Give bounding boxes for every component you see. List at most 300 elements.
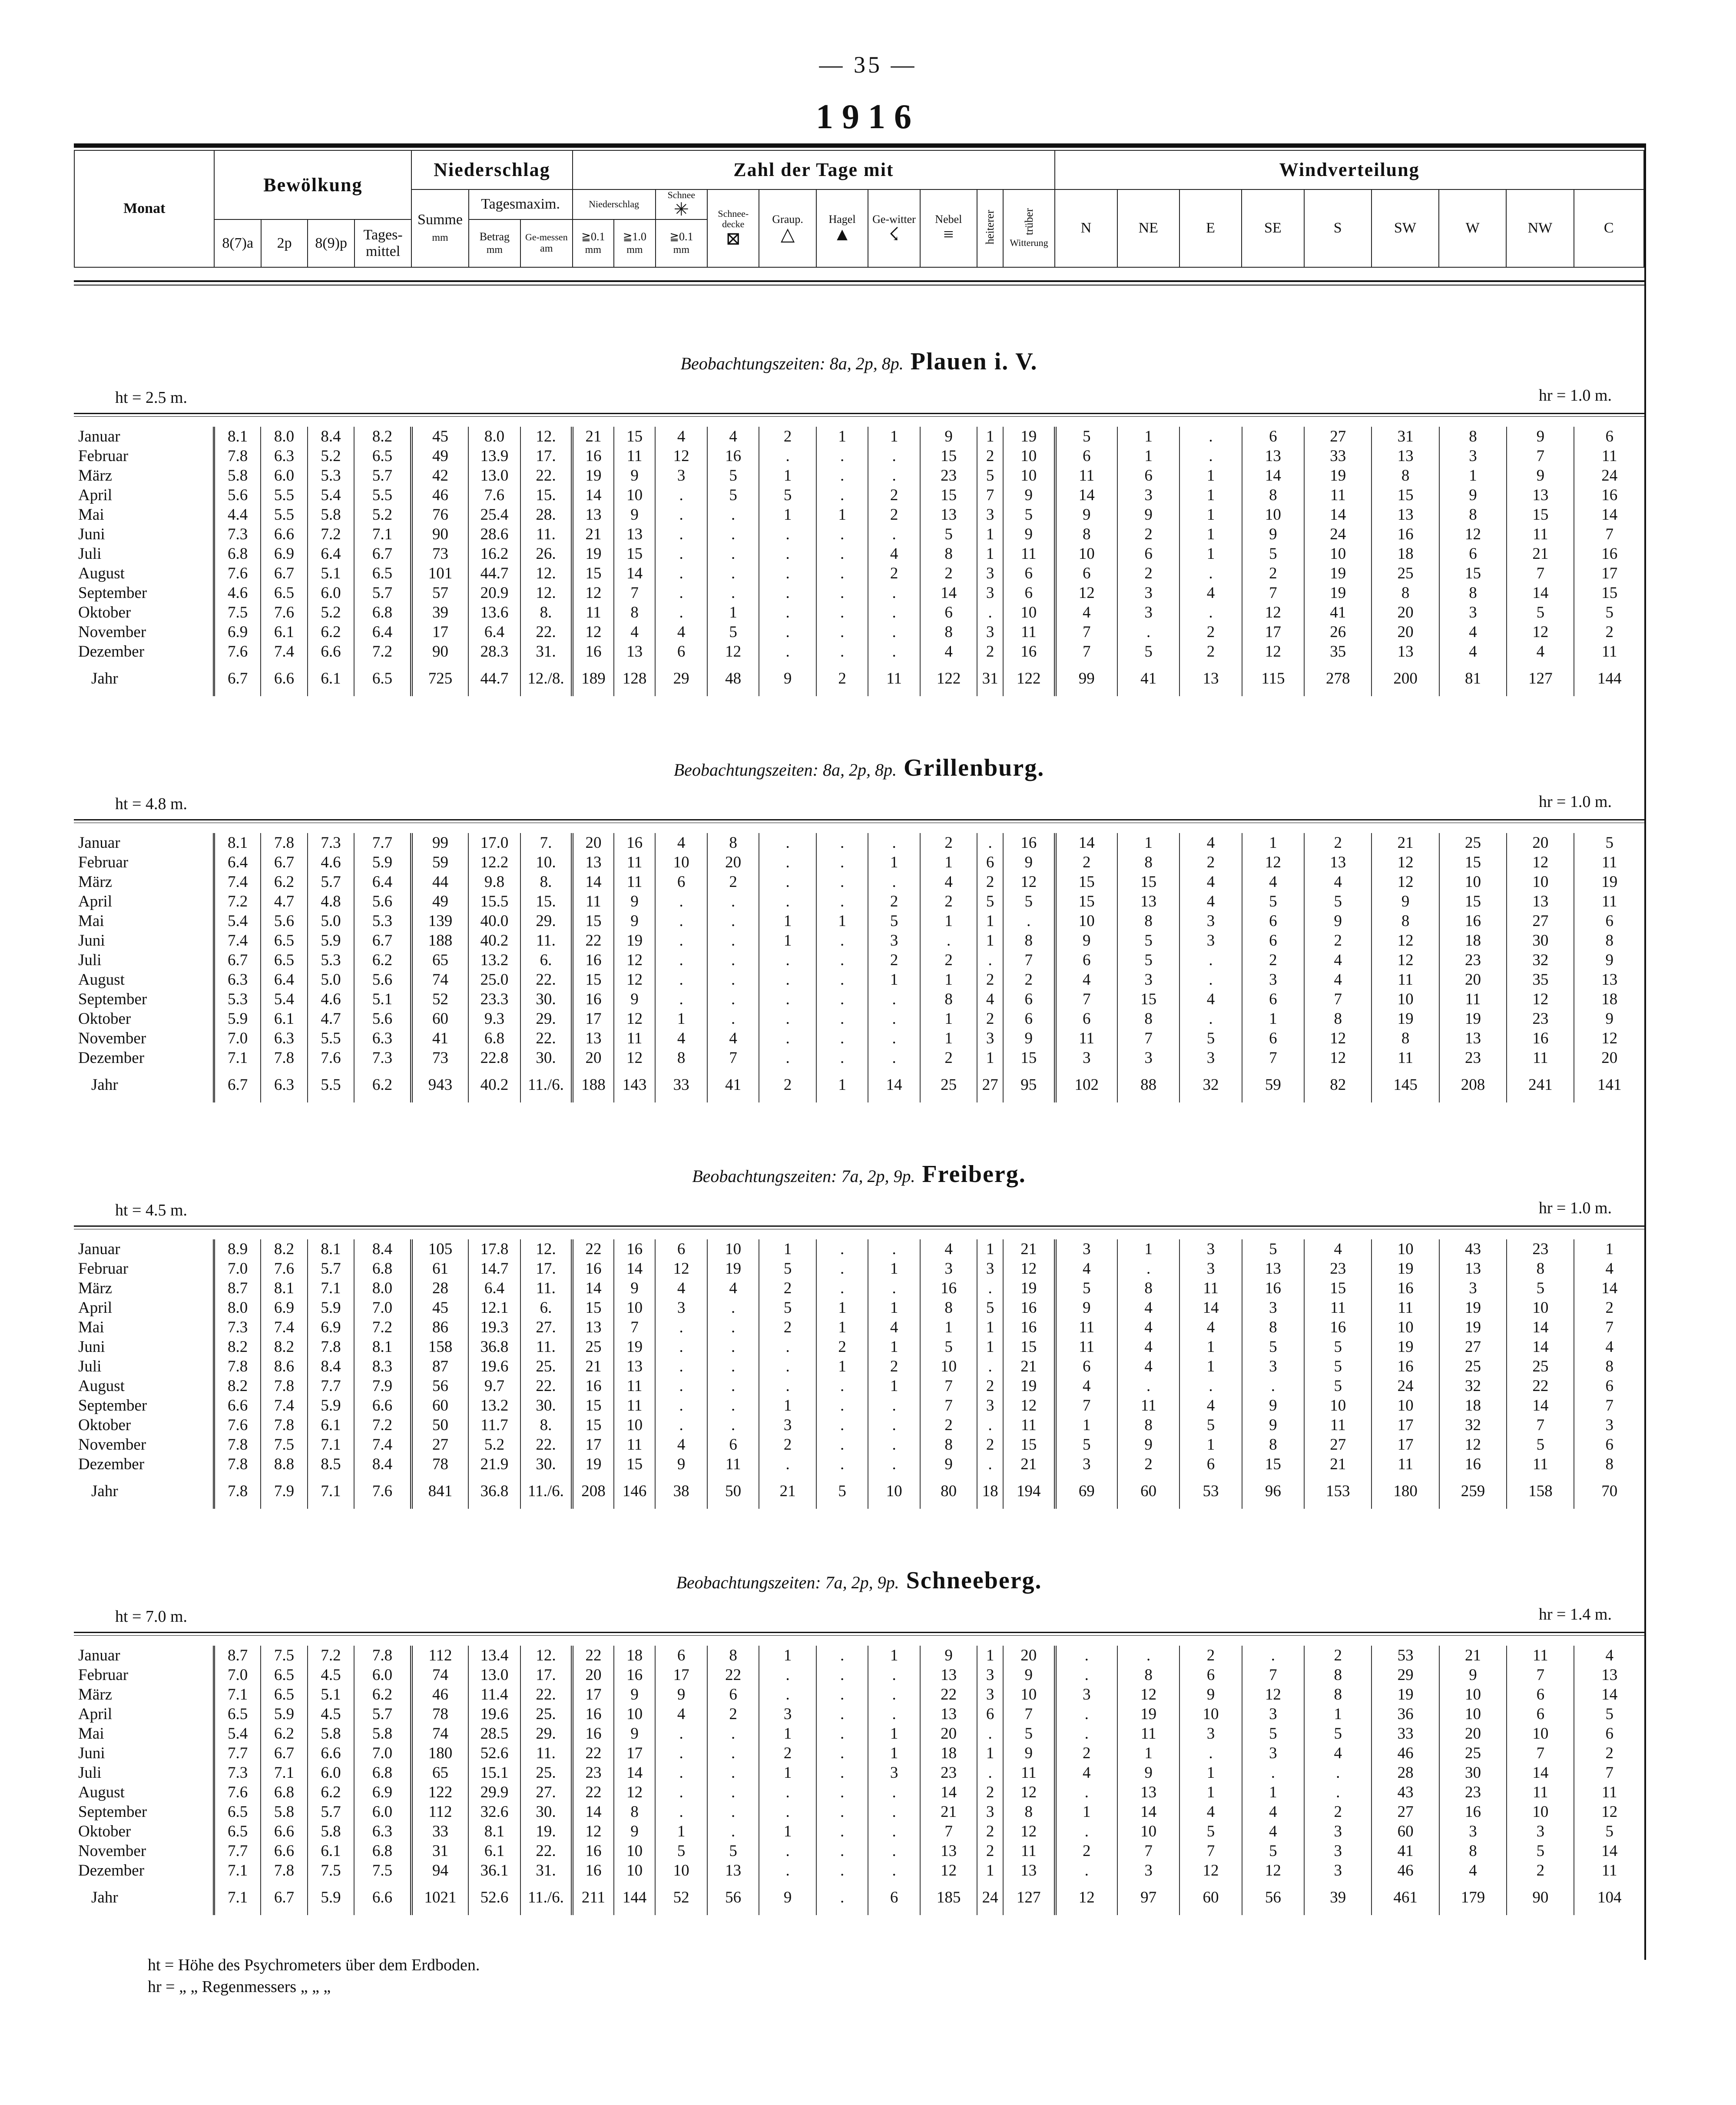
wind-s-cell: 4: [1304, 970, 1372, 989]
wind-ne-cell: 88: [1117, 1068, 1179, 1102]
bew-mittel-cell: 7.2: [354, 1318, 411, 1337]
wind-n-cell: 3: [1055, 1685, 1117, 1704]
bew-8p-cell: 5.1: [308, 564, 354, 583]
wind-e-cell: 3: [1179, 931, 1242, 950]
section-rule: [74, 1225, 1644, 1227]
gemessen-label: Ge-messen: [525, 231, 568, 242]
wind-n-cell: 7: [1055, 1396, 1117, 1415]
days-nied-01-cell: 15: [572, 1415, 614, 1435]
wind-n-cell: 12: [1055, 583, 1117, 603]
days-schnee-cell: 4: [655, 1029, 707, 1048]
bew-8p-cell: 7.8: [308, 1337, 354, 1357]
wind-ne-cell: .: [1117, 1376, 1179, 1396]
days-schneedecke-cell: 5: [707, 622, 759, 642]
wind-n-cell: 6: [1055, 1357, 1117, 1376]
days-nied-01-cell: 208: [572, 1474, 614, 1509]
wind-c-cell: 104: [1597, 1889, 1622, 1906]
bew-8a-cell: 6.5: [214, 1822, 261, 1841]
days-hagel-cell: 1: [816, 1357, 868, 1376]
bew-8p-cell: 5.4: [308, 485, 354, 505]
bew-mittel-cell: 6.0: [354, 1802, 411, 1822]
wind-se-cell: 4: [1242, 872, 1304, 892]
days-nebel-cell: 16: [920, 1278, 977, 1298]
wind-nw-cell: 14: [1507, 1396, 1574, 1415]
days-heiter-cell: .: [977, 1278, 1003, 1298]
days-gewitter-cell: .: [868, 1685, 920, 1704]
wind-ne-cell: 13: [1117, 892, 1179, 911]
bew-mittel-cell: 7.7: [354, 833, 411, 853]
bew-mittel-cell: 5.6: [354, 970, 411, 989]
days-schneedecke-cell: .: [707, 564, 759, 583]
header-hagel: [816, 189, 868, 267]
days-hagel-cell: .: [816, 1665, 868, 1685]
days-graupel-cell: .: [759, 1841, 816, 1861]
bew-2p-cell: 8.1: [261, 1278, 308, 1298]
wind-c-cell: 6: [1605, 1377, 1613, 1395]
bew-mittel-cell: 5.7: [354, 1704, 411, 1724]
wind-nw-cell: 12: [1507, 989, 1574, 1009]
days-schnee-cell: .: [655, 1337, 707, 1357]
wind-nw-cell: 158: [1507, 1474, 1574, 1509]
bew-2p-cell: 7.5: [261, 1646, 308, 1665]
wind-nw-cell: 14: [1507, 1763, 1574, 1783]
days-hagel-cell: 1: [816, 911, 868, 931]
bew-8p-cell: 7.1: [308, 1278, 354, 1298]
schnee-01-unit: mm: [673, 244, 689, 256]
wind-s-cell: 11: [1304, 485, 1372, 505]
wind-w-cell: 8: [1439, 583, 1507, 603]
days-nebel-cell: 20: [920, 1724, 977, 1743]
wind-nw-cell: 4: [1507, 642, 1574, 661]
thunderstorm-icon: ☇: [888, 224, 899, 245]
days-heiter-cell: 3: [977, 1802, 1003, 1822]
days-heiter-cell: 3: [977, 1029, 1003, 1048]
wind-ne-cell: 8: [1117, 911, 1179, 931]
wind-w-cell: 10: [1439, 872, 1507, 892]
wind-n-cell: 3: [1055, 1239, 1117, 1259]
days-trueb-cell: 6: [1003, 989, 1055, 1009]
wind-n-cell: 4: [1055, 970, 1117, 989]
days-nied-10-cell: 13: [614, 1357, 656, 1376]
bew-mittel-cell: 5.3: [354, 911, 411, 931]
days-heiter-cell: 1: [977, 1048, 1003, 1068]
wind-w-cell: 25: [1439, 1743, 1507, 1763]
days-nied-10-cell: 13: [614, 525, 656, 544]
wind-se-cell: 5: [1242, 544, 1304, 564]
table-row: [74, 446, 1644, 466]
days-graupel-cell: 5: [759, 1259, 816, 1278]
wind-w-cell: 259: [1439, 1474, 1507, 1509]
days-gewitter-cell: .: [868, 446, 920, 466]
days-nied-01-cell: 16: [572, 1376, 614, 1396]
header-zahl-der-tage: Zahl der Tage mit: [573, 150, 1055, 189]
days-nebel-cell: 2: [920, 1415, 977, 1435]
wind-w-cell: 15: [1439, 853, 1507, 872]
max-betrag-cell: 6.4: [468, 1278, 520, 1298]
wind-e-cell: 1: [1179, 1763, 1242, 1783]
trueber-label: trüber: [1022, 208, 1035, 236]
days-graupel-cell: .: [759, 1357, 816, 1376]
hagel-label: Hagel: [828, 212, 856, 226]
days-nebel-cell: 8: [920, 1298, 977, 1318]
days-hagel-cell: 1: [816, 505, 868, 525]
days-graupel-cell: 1: [759, 1724, 816, 1743]
days-schneedecke-cell: 1: [707, 603, 759, 622]
wind-se-cell: 12: [1242, 642, 1304, 661]
days-nebel-cell: 23: [920, 1763, 977, 1783]
days-heiter-cell: 3: [977, 505, 1003, 525]
days-schnee-cell: 3: [655, 1298, 707, 1318]
wind-sw-cell: 12: [1372, 872, 1439, 892]
wind-s-cell: 24: [1304, 525, 1372, 544]
wind-se-cell: 1: [1242, 1009, 1304, 1029]
nied-summe-cell: 59: [411, 853, 468, 872]
days-heiter-cell: 2: [977, 446, 1003, 466]
wind-w-cell: 23: [1439, 1783, 1507, 1802]
wind-nw-cell: 5: [1507, 1278, 1574, 1298]
bew-mittel-cell: 8.0: [354, 1278, 411, 1298]
nied-summe-cell: 73: [411, 1048, 468, 1068]
max-gemessen-cell: 8.: [520, 1415, 573, 1435]
wind-n-cell: 7: [1055, 622, 1117, 642]
bew-8a-cell: 6.9: [214, 622, 261, 642]
bew-8p-cell: 6.9: [308, 1318, 354, 1337]
wind-n-cell: 7: [1055, 642, 1117, 661]
bew-8p-cell: 6.2: [308, 622, 354, 642]
days-schneedecke-cell: 7: [707, 1048, 759, 1068]
wind-s-cell: 16: [1304, 1318, 1372, 1337]
days-graupel-cell: .: [759, 833, 816, 853]
station-name: Grillenburg.: [904, 754, 1045, 781]
days-nied-01-cell: 17: [572, 1685, 614, 1704]
wind-se-cell: 6: [1242, 1029, 1304, 1048]
days-trueb-cell: 19: [1003, 1278, 1055, 1298]
bew-8p-cell: 4.6: [308, 989, 354, 1009]
wind-se-cell: 12: [1242, 1685, 1304, 1704]
days-nied-10-cell: 15: [614, 544, 656, 564]
days-gewitter-cell: 2: [868, 892, 920, 911]
days-hagel-cell: .: [816, 564, 868, 583]
bew-8p-cell: 5.7: [308, 1259, 354, 1278]
days-heiter-cell: 2: [977, 1841, 1003, 1861]
days-nebel-cell: 6: [920, 603, 977, 622]
table-row: [74, 1763, 1644, 1783]
wind-se-cell: 3: [1242, 1357, 1304, 1376]
bew-8a-cell: 8.1: [214, 427, 261, 446]
days-nied-01-cell: 15: [572, 970, 614, 989]
days-nied-01-cell: 12: [572, 583, 614, 603]
days-nied-01-cell: 13: [572, 1029, 614, 1048]
wind-sw-cell: 19: [1372, 1685, 1439, 1704]
bew-2p-cell: 6.6: [261, 525, 308, 544]
wind-sw-cell: 20: [1372, 622, 1439, 642]
days-nied-10-cell: 8: [614, 1802, 656, 1822]
wind-ne-cell: 3: [1117, 583, 1179, 603]
wind-s-cell: 4: [1304, 1239, 1372, 1259]
days-nebel-cell: 22: [920, 1685, 977, 1704]
bew-8p-cell: 7.2: [308, 1646, 354, 1665]
days-nebel-cell: 1: [920, 1009, 977, 1029]
bew-8a-cell: 7.6: [214, 1783, 261, 1802]
days-trueb-cell: 15: [1003, 1435, 1055, 1454]
wind-sw-cell: 12: [1372, 950, 1439, 970]
wind-e-cell: 6: [1179, 1665, 1242, 1685]
bew-mittel-cell: 7.6: [354, 1474, 411, 1509]
days-trueb-cell: 6: [1003, 583, 1055, 603]
wind-sw-cell: 11: [1372, 970, 1439, 989]
days-nebel-cell: 8: [920, 989, 977, 1009]
bew-8a-cell: 7.6: [214, 1415, 261, 1435]
days-trueb-cell: .: [1003, 911, 1055, 931]
days-schnee-cell: .: [655, 1396, 707, 1415]
days-nied-01-cell: 14: [572, 872, 614, 892]
bew-mittel-cell: 6.7: [354, 544, 411, 564]
wind-n-cell: 14: [1055, 485, 1117, 505]
psychrometer-height: ht = 4.8 m.: [115, 795, 188, 813]
wind-c-cell: 5: [1605, 1823, 1613, 1840]
bew-8p-cell: 7.3: [308, 833, 354, 853]
wind-c-cell: 14: [1601, 1842, 1618, 1860]
max-gemessen-cell: 22.: [520, 1841, 573, 1861]
days-nied-10-cell: 18: [614, 1646, 656, 1665]
days-schneedecke-cell: .: [707, 505, 759, 525]
nied-summe-cell: 76: [411, 505, 468, 525]
bew-8a-cell: 8.1: [214, 833, 261, 853]
max-betrag-cell: 15.5: [468, 892, 520, 911]
nied-summe-cell: 78: [411, 1454, 468, 1474]
days-trueb-cell: 11: [1003, 1415, 1055, 1435]
wind-w-cell: 12: [1439, 525, 1507, 544]
wind-e-cell: 3: [1179, 1239, 1242, 1259]
max-gemessen-cell: 22.: [520, 466, 573, 485]
wind-sw-cell: 11: [1372, 1298, 1439, 1318]
wind-ne-cell: 9: [1117, 505, 1179, 525]
year-total-row: [74, 661, 1644, 696]
max-betrag-cell: 11.7: [468, 1415, 520, 1435]
footnote-ht: ht = Höhe des Psychrometers über dem Erdboden.: [148, 1956, 480, 1974]
wind-ne-cell: 6: [1117, 466, 1179, 485]
max-betrag-cell: 52.6: [468, 1880, 520, 1915]
nied-summe-cell: 188: [411, 931, 468, 950]
days-graupel-cell: .: [759, 970, 816, 989]
bew-2p-cell: 6.3: [261, 446, 308, 466]
bew-8p-cell: 5.7: [308, 872, 354, 892]
days-schneedecke-cell: .: [707, 583, 759, 603]
days-nied-01-cell: 19: [572, 466, 614, 485]
days-gewitter-cell: .: [868, 1454, 920, 1474]
nied-summe-cell: 50: [411, 1415, 468, 1435]
nied-01-label: ≧0.1: [581, 230, 605, 243]
days-hagel-cell: .: [816, 622, 868, 642]
wind-ne-cell: 5: [1117, 642, 1179, 661]
days-nied-10-cell: 4: [614, 622, 656, 642]
wind-c-cell: 7: [1605, 1397, 1613, 1414]
wind-se-cell: 115: [1242, 661, 1304, 696]
days-gewitter-cell: 6: [868, 1880, 920, 1915]
days-nebel-cell: 4: [920, 642, 977, 661]
bew-8a-cell: 7.7: [214, 1841, 261, 1861]
days-graupel-cell: 1: [759, 931, 816, 950]
days-nied-01-cell: 16: [572, 989, 614, 1009]
wind-n-cell: 4: [1055, 1763, 1117, 1783]
bew-2p-cell: 6.5: [261, 950, 308, 970]
days-nied-01-cell: 17: [572, 1009, 614, 1029]
wind-ne-cell: 11: [1117, 1724, 1179, 1743]
wind-se-cell: 13: [1242, 446, 1304, 466]
days-schneedecke-cell: 50: [707, 1474, 759, 1509]
days-graupel-cell: 1: [759, 466, 816, 485]
days-nied-01-cell: 20: [572, 1665, 614, 1685]
wind-se-cell: .: [1242, 1646, 1304, 1665]
wind-nw-cell: 14: [1507, 583, 1574, 603]
days-gewitter-cell: 2: [868, 485, 920, 505]
days-trueb-cell: 16: [1003, 1298, 1055, 1318]
days-trueb-cell: 16: [1003, 833, 1055, 853]
wind-e-cell: 5: [1179, 1415, 1242, 1435]
wind-nw-cell: 10: [1507, 1802, 1574, 1822]
table-row: [74, 1357, 1644, 1376]
wind-nw-cell: 10: [1507, 1298, 1574, 1318]
bew-8a-cell: 7.8: [214, 446, 261, 466]
days-nied-01-cell: 17: [572, 1435, 614, 1454]
days-graupel-cell: .: [759, 853, 816, 872]
days-heiter-cell: 6: [977, 853, 1003, 872]
days-nied-10-cell: 14: [614, 1259, 656, 1278]
wind-nw-cell: 7: [1507, 446, 1574, 466]
wind-n-cell: 4: [1055, 1376, 1117, 1396]
wind-sw-cell: 10: [1372, 989, 1439, 1009]
wind-c-cell: 2: [1605, 1299, 1613, 1317]
month-cell: Dezember: [74, 1861, 214, 1880]
days-nied-01-cell: 16: [572, 1841, 614, 1861]
days-hagel-cell: .: [816, 1822, 868, 1841]
bew-mittel-cell: 7.8: [354, 1646, 411, 1665]
days-schneedecke-cell: 8: [707, 833, 759, 853]
days-schnee-cell: 4: [655, 622, 707, 642]
wind-n-cell: 2: [1055, 853, 1117, 872]
days-gewitter-cell: .: [868, 1665, 920, 1685]
wind-c-cell: 24: [1601, 467, 1618, 485]
psychrometer-height: ht = 4.5 m.: [115, 1201, 188, 1219]
days-trueb-cell: 5: [1003, 505, 1055, 525]
wind-n-cell: 11: [1055, 1318, 1117, 1337]
wind-s-cell: 2: [1304, 1802, 1372, 1822]
days-nied-01-cell: 22: [572, 1646, 614, 1665]
month-cell: April: [74, 1704, 214, 1724]
max-betrag-cell: 13.9: [468, 446, 520, 466]
wind-c-cell: 11: [1601, 1862, 1617, 1879]
bew-8a-cell: 7.3: [214, 1318, 261, 1337]
wind-sw-cell: 46: [1372, 1861, 1439, 1880]
days-trueb-cell: 9: [1003, 525, 1055, 544]
month-cell: Juni: [74, 1743, 214, 1763]
wind-se-cell: 12: [1242, 1861, 1304, 1880]
rain-gauge-height: hr = 1.0 m.: [1538, 793, 1612, 811]
wind-nw-cell: 9: [1507, 466, 1574, 485]
max-betrag-cell: 12.1: [468, 1298, 520, 1318]
wind-se-cell: 3: [1242, 1298, 1304, 1318]
month-cell: Februar: [74, 446, 214, 466]
month-cell: März: [74, 1278, 214, 1298]
days-schnee-cell: 4: [655, 833, 707, 853]
days-hagel-cell: .: [816, 1376, 868, 1396]
wind-s-cell: 11: [1304, 1298, 1372, 1318]
table-row: [74, 833, 1644, 853]
days-nied-01-cell: 14: [572, 1802, 614, 1822]
days-heiter-cell: 5: [977, 1298, 1003, 1318]
wind-e-cell: 14: [1179, 1298, 1242, 1318]
days-heiter-cell: 1: [977, 1239, 1003, 1259]
wind-e-cell: 1: [1179, 1783, 1242, 1802]
wind-w-cell: 30: [1439, 1763, 1507, 1783]
wind-s-cell: 19: [1304, 466, 1372, 485]
wind-n-cell: 6: [1055, 1009, 1117, 1029]
wind-n-cell: .: [1055, 1646, 1117, 1665]
days-gewitter-cell: .: [868, 1783, 920, 1802]
month-cell: Mai: [74, 1724, 214, 1743]
heiterer-label: heiterer: [984, 209, 997, 245]
wind-c-cell: 1: [1605, 1240, 1613, 1258]
wind-nw-cell: 20: [1507, 833, 1574, 853]
month-cell: Oktober: [74, 1415, 214, 1435]
days-nied-01-cell: 25: [572, 1337, 614, 1357]
wind-sw-cell: 16: [1372, 1357, 1439, 1376]
wind-w-cell: 18: [1439, 931, 1507, 950]
days-schneedecke-cell: 13: [707, 1861, 759, 1880]
bew-8a-cell: 4.6: [214, 583, 261, 603]
days-gewitter-cell: .: [868, 603, 920, 622]
days-schnee-cell: 10: [655, 1861, 707, 1880]
days-nied-01-cell: 16: [572, 642, 614, 661]
wind-c-cell: 15: [1601, 584, 1618, 602]
wind-ne-cell: 4: [1117, 1318, 1179, 1337]
header-tagesmaxim: Tagesmaxim.: [469, 189, 573, 219]
wind-e-cell: 1: [1179, 525, 1242, 544]
days-heiter-cell: 3: [977, 1259, 1003, 1278]
bew-2p-cell: 5.8: [261, 1802, 308, 1822]
bew-8a-cell: 6.5: [214, 1802, 261, 1822]
rain-gauge-height: hr = 1.4 m.: [1538, 1605, 1612, 1624]
wind-nw-cell: 11: [1507, 1454, 1574, 1474]
max-betrag-cell: 21.9: [468, 1454, 520, 1474]
table-row: [74, 1029, 1644, 1048]
days-graupel-cell: .: [759, 603, 816, 622]
header-wind-sw: SW: [1372, 189, 1439, 267]
wind-ne-cell: 4: [1117, 1357, 1179, 1376]
max-gemessen-cell: 11./6.: [520, 1880, 573, 1915]
wind-sw-cell: 461: [1372, 1880, 1439, 1915]
month-cell: Juli: [74, 950, 214, 970]
bew-2p-cell: 5.6: [261, 911, 308, 931]
bew-2p-cell: 6.6: [261, 661, 308, 696]
wind-w-cell: 23: [1439, 950, 1507, 970]
bew-8a-cell: 7.1: [214, 1880, 261, 1915]
days-gewitter-cell: 2: [868, 564, 920, 583]
bew-8p-cell: 4.5: [308, 1704, 354, 1724]
wind-ne-cell: 8: [1117, 1415, 1179, 1435]
days-schnee-cell: .: [655, 1376, 707, 1396]
days-heiter-cell: 1: [977, 1318, 1003, 1337]
wind-n-cell: 6: [1055, 446, 1117, 466]
bew-mittel-cell: 8.4: [354, 1454, 411, 1474]
max-betrag-cell: 13.0: [468, 1665, 520, 1685]
wind-n-cell: 7: [1055, 989, 1117, 1009]
days-graupel-cell: .: [759, 642, 816, 661]
wind-nw-cell: 7: [1507, 1415, 1574, 1435]
bew-mittel-cell: 7.4: [354, 1435, 411, 1454]
days-nied-01-cell: 189: [572, 661, 614, 696]
wind-e-cell: 7: [1179, 1841, 1242, 1861]
